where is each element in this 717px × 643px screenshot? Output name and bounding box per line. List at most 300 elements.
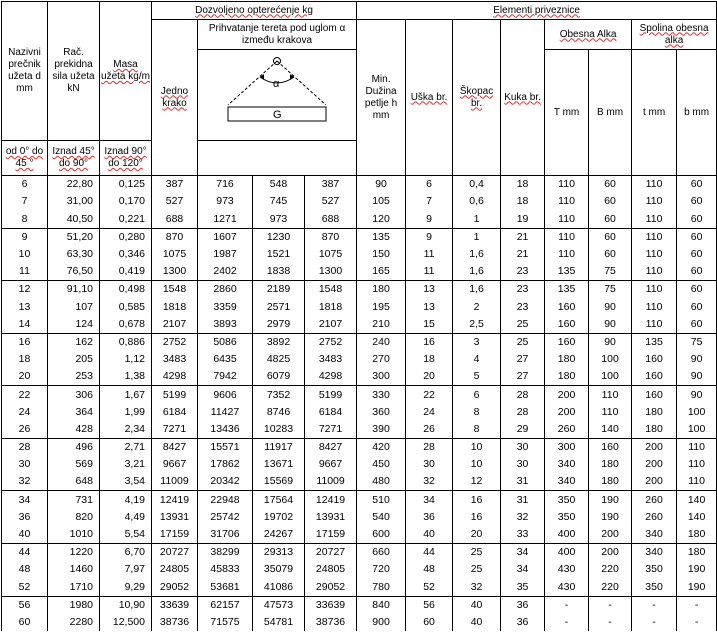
table-cell: 716: [198, 176, 253, 194]
table-cell: 22,80: [48, 176, 100, 194]
table-cell: 870: [152, 228, 198, 246]
table-cell: 31: [501, 491, 545, 509]
table-cell: 34: [501, 543, 545, 561]
table-cell: 31706: [198, 526, 253, 544]
table-cell: 540: [357, 509, 406, 526]
table-cell: 150: [357, 246, 406, 263]
table-cell: 18: [501, 176, 545, 194]
table-cell: 110: [545, 228, 589, 246]
table-cell: 450: [357, 456, 406, 473]
table-cell: 510: [357, 491, 406, 509]
table-cell: 71575: [198, 614, 253, 631]
table-cell: 13: [406, 298, 453, 315]
table-row: [2, 473, 717, 491]
table-cell: 9606: [198, 386, 253, 404]
table-cell: 30: [501, 438, 545, 456]
table-row: [2, 561, 717, 578]
table-cell: 124: [48, 316, 100, 334]
table-cell: 60: [677, 281, 717, 299]
table-cell: 900: [357, 614, 406, 631]
table-cell: 1710: [48, 578, 100, 596]
table-cell: 6: [453, 386, 501, 404]
table-cell: 38736: [305, 614, 357, 631]
table-cell: 2,71: [100, 438, 152, 456]
table-cell: 8427: [305, 438, 357, 456]
table-cell: 840: [357, 596, 406, 614]
table-cell: 18: [2, 351, 48, 368]
table-cell: 1521: [253, 246, 305, 263]
table-cell: 40,50: [48, 210, 100, 228]
table-cell: 11: [406, 263, 453, 281]
table-cell: 90: [677, 351, 717, 368]
table-row: [2, 614, 717, 631]
table-cell: 135: [357, 228, 406, 246]
table-cell: 1300: [305, 263, 357, 281]
table-row: [2, 281, 717, 299]
table-cell: 60: [589, 228, 632, 246]
table-cell: 13931: [305, 509, 357, 526]
table-cell: 36: [501, 614, 545, 631]
table-cell: 4298: [305, 368, 357, 386]
table-cell: 12: [453, 473, 501, 491]
table-row: [2, 176, 717, 194]
table-row: [2, 421, 717, 439]
table-cell: 60: [677, 193, 717, 210]
table-cell: 13436: [198, 421, 253, 439]
table-cell: -: [632, 614, 677, 631]
table-cell: 60: [2, 614, 48, 631]
sling-diagram-icon: [202, 53, 352, 133]
table-cell: 6184: [152, 403, 198, 420]
table-row: [2, 491, 717, 509]
header-B: B mm: [589, 50, 632, 176]
table-cell: 3893: [198, 316, 253, 334]
table-row: [2, 193, 717, 210]
table-cell: 1818: [305, 298, 357, 315]
table-cell: 29052: [152, 578, 198, 596]
g-label: G: [273, 109, 282, 121]
table-cell: 3359: [198, 298, 253, 315]
table-cell: 28: [2, 438, 48, 456]
table-cell: 26: [406, 421, 453, 439]
table-cell: 190: [589, 509, 632, 526]
table-cell: 390: [357, 421, 406, 439]
table-cell: 1,6: [453, 246, 501, 263]
table-cell: 480: [357, 473, 406, 491]
table-cell: 28: [501, 403, 545, 420]
table-cell: 7271: [305, 421, 357, 439]
table-row: [2, 298, 717, 315]
table-cell: 260: [545, 421, 589, 439]
table-cell: 180: [589, 456, 632, 473]
header-racunska: Rač. prekidna sila užeta kN: [48, 2, 100, 141]
table-cell: 63,30: [48, 246, 100, 263]
table-row: [2, 403, 717, 420]
table-cell: 1300: [152, 263, 198, 281]
table-cell: 91,10: [48, 281, 100, 299]
table-row: [2, 596, 717, 614]
table-cell: 60: [677, 316, 717, 334]
table-cell: 200: [632, 456, 677, 473]
table-cell: 110: [545, 246, 589, 263]
table-cell: 12419: [152, 491, 198, 509]
table-cell: 210: [357, 316, 406, 334]
table-row: [2, 316, 717, 334]
table-cell: -: [677, 596, 717, 614]
table-row: [2, 438, 717, 456]
table-cell: 32: [501, 509, 545, 526]
table-cell: 731: [48, 491, 100, 509]
table-cell: 135: [632, 333, 677, 351]
table-cell: 5086: [198, 333, 253, 351]
table-cell: 340: [545, 456, 589, 473]
table-cell: 3483: [305, 351, 357, 368]
table-cell: 253: [48, 368, 100, 386]
table-cell: 2189: [253, 281, 305, 299]
table-cell: 11: [406, 246, 453, 263]
table-cell: 7: [2, 193, 48, 210]
table-cell: 17159: [305, 526, 357, 544]
table-cell: 6: [406, 176, 453, 194]
table-cell: 165: [357, 263, 406, 281]
table-cell: 21: [501, 228, 545, 246]
table-cell: 40: [406, 526, 453, 544]
table-cell: -: [589, 596, 632, 614]
table-cell: 48: [406, 561, 453, 578]
table-cell: 1,67: [100, 386, 152, 404]
table-cell: 13: [2, 298, 48, 315]
table-cell: 1818: [152, 298, 198, 315]
table-cell: 76,50: [48, 263, 100, 281]
table-cell: 160: [632, 368, 677, 386]
table-cell: 14: [2, 316, 48, 334]
table-cell: 25: [453, 543, 501, 561]
table-cell: 1838: [253, 263, 305, 281]
table-cell: 19702: [253, 509, 305, 526]
table-cell: 36: [2, 509, 48, 526]
table-cell: 190: [677, 578, 717, 596]
table-cell: 20727: [152, 543, 198, 561]
table-cell: 30: [501, 456, 545, 473]
table-cell: 16: [453, 509, 501, 526]
table-cell: 0,6: [453, 193, 501, 210]
table-cell: 3,54: [100, 473, 152, 491]
table-row: [2, 578, 717, 596]
table-cell: 1010: [48, 526, 100, 544]
table-cell: 9: [406, 210, 453, 228]
table-cell: 90: [589, 316, 632, 334]
table-cell: 527: [305, 193, 357, 210]
table-cell: 7,97: [100, 561, 152, 578]
table-cell: 34: [406, 491, 453, 509]
table-cell: 387: [152, 176, 198, 194]
table-cell: 0,4: [453, 176, 501, 194]
table-cell: 180: [545, 351, 589, 368]
table-cell: 1987: [198, 246, 253, 263]
table-cell: 430: [545, 561, 589, 578]
table-cell: 6435: [198, 351, 253, 368]
table-cell: 110: [632, 210, 677, 228]
table-cell: 36: [501, 596, 545, 614]
table-cell: 31,00: [48, 193, 100, 210]
table-cell: 12,500: [100, 614, 152, 631]
table-cell: 1,38: [100, 368, 152, 386]
table-cell: 18: [406, 351, 453, 368]
table-cell: 24805: [152, 561, 198, 578]
header-obesna-alka: Obesna Alka: [545, 20, 632, 50]
table-cell: 44: [406, 543, 453, 561]
table-cell: 1548: [152, 281, 198, 299]
table-cell: 4298: [152, 368, 198, 386]
table-cell: 9667: [305, 456, 357, 473]
table-cell: 24267: [253, 526, 305, 544]
table-cell: 110: [632, 316, 677, 334]
table-cell: 1,99: [100, 403, 152, 420]
table-cell: 25742: [198, 509, 253, 526]
table-cell: 19: [501, 210, 545, 228]
table-cell: 688: [152, 210, 198, 228]
table-cell: 30: [2, 456, 48, 473]
table-cell: 4: [453, 351, 501, 368]
table-cell: 330: [357, 386, 406, 404]
header-b: b mm: [677, 50, 717, 176]
table-cell: 2571: [253, 298, 305, 315]
header-T: T mm: [545, 50, 589, 176]
table-cell: 8746: [253, 403, 305, 420]
table-cell: 10: [2, 246, 48, 263]
table-cell: 364: [48, 403, 100, 420]
table-cell: 15569: [253, 473, 305, 491]
table-cell: 11917: [253, 438, 305, 456]
table-cell: 3483: [152, 351, 198, 368]
table-cell: 110: [677, 438, 717, 456]
table-cell: 24: [2, 403, 48, 420]
header-masa: Masa užeta kg/m: [100, 2, 152, 141]
table-cell: 110: [545, 193, 589, 210]
table-cell: 60: [677, 176, 717, 194]
table-cell: 6184: [305, 403, 357, 420]
table-cell: 90: [677, 386, 717, 404]
table-cell: 24805: [305, 561, 357, 578]
table-cell: 0,346: [100, 246, 152, 263]
table-cell: 12: [2, 281, 48, 299]
table-cell: 25: [501, 333, 545, 351]
table-cell: 110: [632, 193, 677, 210]
table-cell: 180: [677, 526, 717, 544]
table-cell: 350: [545, 509, 589, 526]
table-cell: 25: [501, 316, 545, 334]
table-cell: 5199: [152, 386, 198, 404]
table-cell: 340: [632, 526, 677, 544]
sling-table: [1, 1, 717, 631]
table-cell: 30: [406, 456, 453, 473]
table-cell: 180: [545, 368, 589, 386]
table-cell: 2752: [305, 333, 357, 351]
table-cell: 9667: [152, 456, 198, 473]
table-cell: 40: [453, 614, 501, 631]
table-cell: 400: [545, 543, 589, 561]
table-cell: 9,29: [100, 578, 152, 596]
table-cell: 60: [677, 228, 717, 246]
table-cell: 270: [357, 351, 406, 368]
table-cell: 110: [589, 386, 632, 404]
table-cell: 31: [501, 473, 545, 491]
table-cell: 8: [2, 210, 48, 228]
table-cell: 0,585: [100, 298, 152, 315]
table-cell: 32: [453, 578, 501, 596]
table-cell: 1: [453, 228, 501, 246]
table-cell: 600: [357, 526, 406, 544]
table-cell: 180: [589, 473, 632, 491]
table-cell: 162: [48, 333, 100, 351]
table-cell: 200: [589, 543, 632, 561]
table-cell: 24: [406, 403, 453, 420]
table-cell: 110: [632, 176, 677, 194]
table-cell: 15: [406, 316, 453, 334]
table-cell: 33: [501, 526, 545, 544]
table-cell: 360: [357, 403, 406, 420]
table-cell: 21: [501, 246, 545, 263]
table-cell: 200: [545, 403, 589, 420]
table-cell: 35: [501, 578, 545, 596]
table-cell: 52: [406, 578, 453, 596]
table-cell: 180: [357, 281, 406, 299]
table-cell: 387: [305, 176, 357, 194]
table-cell: 20727: [305, 543, 357, 561]
table-cell: 5199: [305, 386, 357, 404]
table-cell: 306: [48, 386, 100, 404]
table-cell: 110: [632, 263, 677, 281]
table-cell: 780: [357, 578, 406, 596]
header-jedno-krako: Jedno krako: [152, 20, 198, 176]
table-cell: 11: [2, 263, 48, 281]
table-cell: 20: [453, 526, 501, 544]
table-cell: 745: [253, 193, 305, 210]
table-cell: 75: [677, 333, 717, 351]
table-cell: 60: [677, 210, 717, 228]
table-cell: 56: [406, 596, 453, 614]
table-cell: 23: [501, 263, 545, 281]
table-cell: 12419: [305, 491, 357, 509]
table-cell: 300: [545, 438, 589, 456]
table-cell: 110: [632, 298, 677, 315]
table-cell: 3,21: [100, 456, 152, 473]
table-cell: 548: [253, 176, 305, 194]
table-cell: 48: [2, 561, 48, 578]
table-cell: 160: [632, 351, 677, 368]
table-cell: 200: [632, 438, 677, 456]
table-cell: 0,125: [100, 176, 152, 194]
table-cell: 11009: [305, 473, 357, 491]
table-cell: 60: [589, 210, 632, 228]
table-cell: 195: [357, 298, 406, 315]
header-elementi: Elementi priveznice: [357, 2, 717, 20]
table-cell: 20: [2, 368, 48, 386]
table-cell: 180: [632, 403, 677, 420]
table-cell: 75: [589, 281, 632, 299]
table-cell: 20: [406, 368, 453, 386]
table-cell: 5,54: [100, 526, 152, 544]
table-cell: 13: [406, 281, 453, 299]
table-cell: 0,280: [100, 228, 152, 246]
table-cell: 110: [545, 176, 589, 194]
table-cell: 190: [677, 561, 717, 578]
table-row: [2, 246, 717, 263]
table-cell: 9: [406, 228, 453, 246]
table-cell: 973: [253, 210, 305, 228]
table-cell: 205: [48, 351, 100, 368]
table-cell: 60: [589, 176, 632, 194]
table-cell: 110: [632, 246, 677, 263]
table-cell: 1460: [48, 561, 100, 578]
table-cell: 52: [2, 578, 48, 596]
table-row: [2, 263, 717, 281]
table-cell: 29: [501, 421, 545, 439]
table-cell: 2,34: [100, 421, 152, 439]
table-cell: 33639: [152, 596, 198, 614]
table-cell: 35079: [253, 561, 305, 578]
table-cell: 36: [406, 509, 453, 526]
table-row: [2, 386, 717, 404]
table-cell: 110: [589, 403, 632, 420]
table-cell: 1,6: [453, 281, 501, 299]
table-cell: 140: [677, 509, 717, 526]
table-cell: 7: [406, 193, 453, 210]
table-cell: 3: [453, 333, 501, 351]
table-cell: 16: [453, 491, 501, 509]
table-cell: 8427: [152, 438, 198, 456]
table-cell: 7942: [198, 368, 253, 386]
table-cell: 107: [48, 298, 100, 315]
table-cell: 0,678: [100, 316, 152, 334]
table-cell: 110: [677, 473, 717, 491]
table-cell: 47573: [253, 596, 305, 614]
table-cell: -: [677, 614, 717, 631]
table-cell: 569: [48, 456, 100, 473]
table-cell: 26: [2, 421, 48, 439]
table-cell: 100: [589, 368, 632, 386]
table-cell: 53681: [198, 578, 253, 596]
table-cell: 10: [453, 456, 501, 473]
table-cell: 60: [589, 246, 632, 263]
header-t: t mm: [632, 50, 677, 176]
table-cell: 100: [589, 351, 632, 368]
table-cell: 200: [589, 526, 632, 544]
header-uska: Uška br.: [406, 20, 453, 176]
table-cell: 25: [453, 561, 501, 578]
table-cell: 110: [632, 281, 677, 299]
table-cell: 200: [545, 386, 589, 404]
table-row: [2, 210, 717, 228]
table-cell: 180: [632, 421, 677, 439]
table-cell: 4825: [253, 351, 305, 368]
table-cell: 300: [357, 368, 406, 386]
table-cell: 32: [406, 473, 453, 491]
table-cell: 0,886: [100, 333, 152, 351]
table-cell: 240: [357, 333, 406, 351]
table-cell: -: [632, 596, 677, 614]
table-row: [2, 368, 717, 386]
table-cell: 340: [632, 543, 677, 561]
table-cell: 7271: [152, 421, 198, 439]
table-cell: 38736: [152, 614, 198, 631]
table-cell: 10,90: [100, 596, 152, 614]
table-cell: 1220: [48, 543, 100, 561]
table-cell: 28: [501, 386, 545, 404]
table-cell: 135: [545, 263, 589, 281]
table-cell: 54781: [253, 614, 305, 631]
table-cell: 45833: [198, 561, 253, 578]
